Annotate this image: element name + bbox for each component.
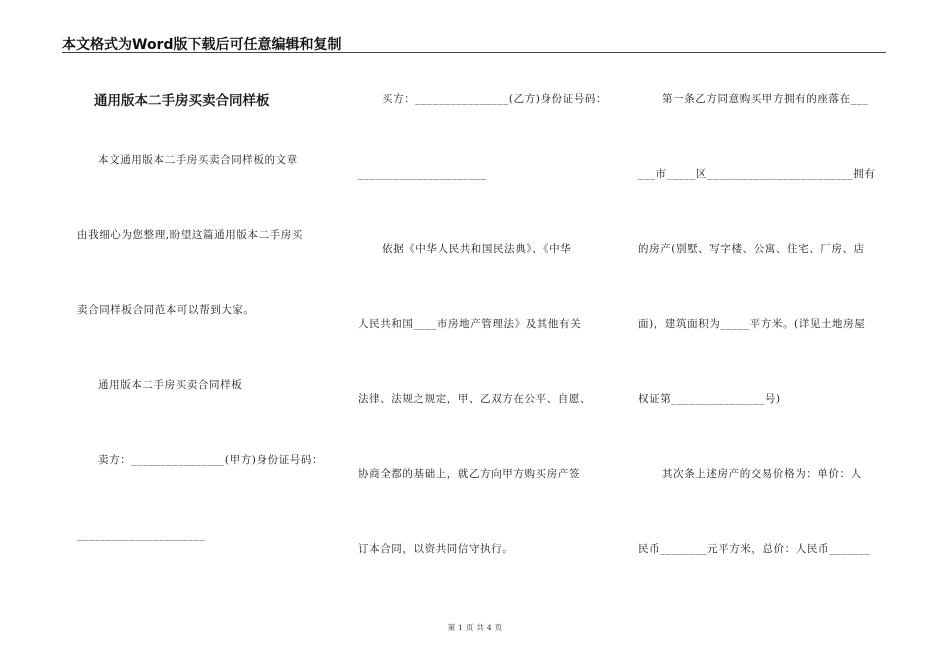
col3-line-3: 的房产(别墅、写字楼、公寓、住宅、厂房、店 (638, 243, 865, 255)
col1-line-6: ______________________ (77, 529, 206, 541)
column-3 (620, 0, 950, 672)
col3-line-1: 第一条乙方同意购买甲方拥有的座落在___ (662, 93, 869, 105)
col1-line-3: 卖合同样板合同范本可以帮到大家。 (77, 304, 255, 316)
col1-line-2: 由我细心为您整理,盼望这篇通用版本二手房买 (77, 229, 303, 241)
col2-line-3: 依据《中华人民共和国民法典》、《中华 (382, 243, 572, 255)
col2-line-1: 买方：________________(乙方)身份证号码： (382, 93, 608, 105)
column-2 (330, 0, 620, 672)
col2-line-6: 协商全都的基础上，就乙方向甲方购买房产签 (358, 468, 580, 480)
document-title: 通用版本二手房买卖合同样板 (94, 93, 270, 109)
col3-line-5: 权证第________________号) (638, 393, 781, 405)
col1-line-4: 通用版本二手房买卖合同样板 (98, 379, 243, 391)
col3-line-4: 面)，建筑面积为_____平方米。(详见土地房屋 (638, 318, 866, 330)
col3-line-6: 其次条上述房产的交易价格为：单价：人 (662, 468, 862, 480)
col1-line-5: 卖方：________________(甲方)身份证号码： (98, 454, 324, 466)
col1-line-1: 本文通用版本二手房买卖合同样板的文章 (98, 154, 298, 166)
col2-line-4: 人民共和国____市房地产管理法》及其他有关 (358, 318, 582, 330)
col3-line-2: ___市_____区_________________________拥有 (638, 168, 876, 180)
col2-line-7: 订本合同，以资共同信守执行。 (358, 543, 514, 555)
col3-line-7: 民币________元平方米，总价：人民币_______ (638, 543, 871, 555)
col2-line-2: ______________________ (358, 168, 487, 180)
column-1 (0, 0, 330, 672)
page-header: 本文格式为Word版下载后可任意编辑和复制 (62, 37, 342, 53)
col2-line-5: 法律、法规之规定，甲、乙双方在公平、自愿、 (358, 393, 592, 405)
page-number: 第 1 页 共 4 页 (447, 623, 503, 632)
